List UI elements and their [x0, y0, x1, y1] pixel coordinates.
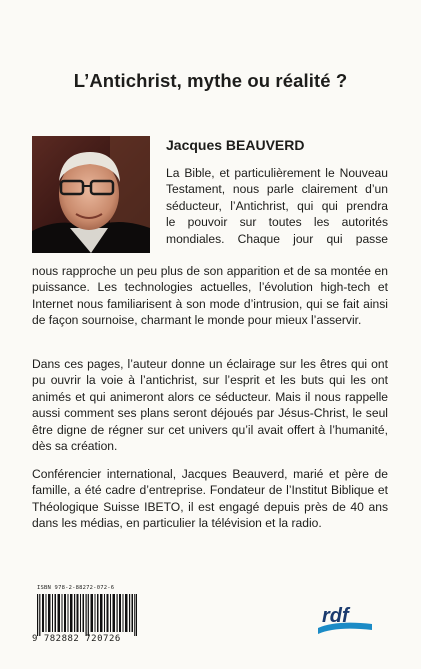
- book-title: L’Antichrist, mythe ou réalité ?: [73, 70, 348, 91]
- text-line: La Bible, et particulièrement le Nouveau: [166, 166, 388, 180]
- author-portrait: [32, 136, 150, 253]
- text-line: mondiales. Chaque jour qui passe: [166, 231, 388, 246]
- intro-paragraph-top: [166, 165, 388, 247]
- barcode: [37, 594, 137, 636]
- text-line: Testament, nous parle clairement d’un: [166, 182, 388, 197]
- publisher-logo: [316, 600, 374, 636]
- publisher-logo-text: rdf: [322, 605, 349, 627]
- isbn-label: ISBN 978-2-88272-072-6: [37, 585, 115, 591]
- author-name: Jacques BEAUVERD: [166, 137, 305, 153]
- text-line: séducteur, l’Antichrist, qui qui prendra: [166, 198, 388, 213]
- author-photo-image: [32, 136, 150, 253]
- summary-paragraph: Dans ces pages, l’auteur donne un éclairage sur les êtres qui ont pu ouvrir la voie à l’antichrist, sur l’esprit et les buts qui les ont animés et qui animeront alors ce séducteur. Mais il nous rappelle aussi comment ses plans seront déjoués par Jésus-Christ, le seul être digne de régner sur cet univers qu’il avait offert à l’humanité, dès sa création.: [32, 357, 388, 454]
- text-line: le pouvoir sur toutes les autorités: [166, 215, 388, 230]
- ean-number: 9 782882 720726: [32, 634, 121, 644]
- author-bio-paragraph: Conférencier international, Jacques Beauverd, marié et père de famille, a été cadre d’entreprise. Fondateur de l’Institut Biblique et Théologique Suisse IBETO, il est engagé depuis près de 40 ans dans les médias, en particulier la télévision et la radio.: [32, 467, 388, 531]
- intro-paragraph-bottom: nous rapproche un peu plus de son apparition et de sa montée en puissance. Les technologies actuelles, l’évolution high-tech et Internet nous familiarisent à son mode d’intrusion, qui se fait ainsi de façon sournoise, charmant le monde pour mieux l’asservir.: [32, 264, 388, 328]
